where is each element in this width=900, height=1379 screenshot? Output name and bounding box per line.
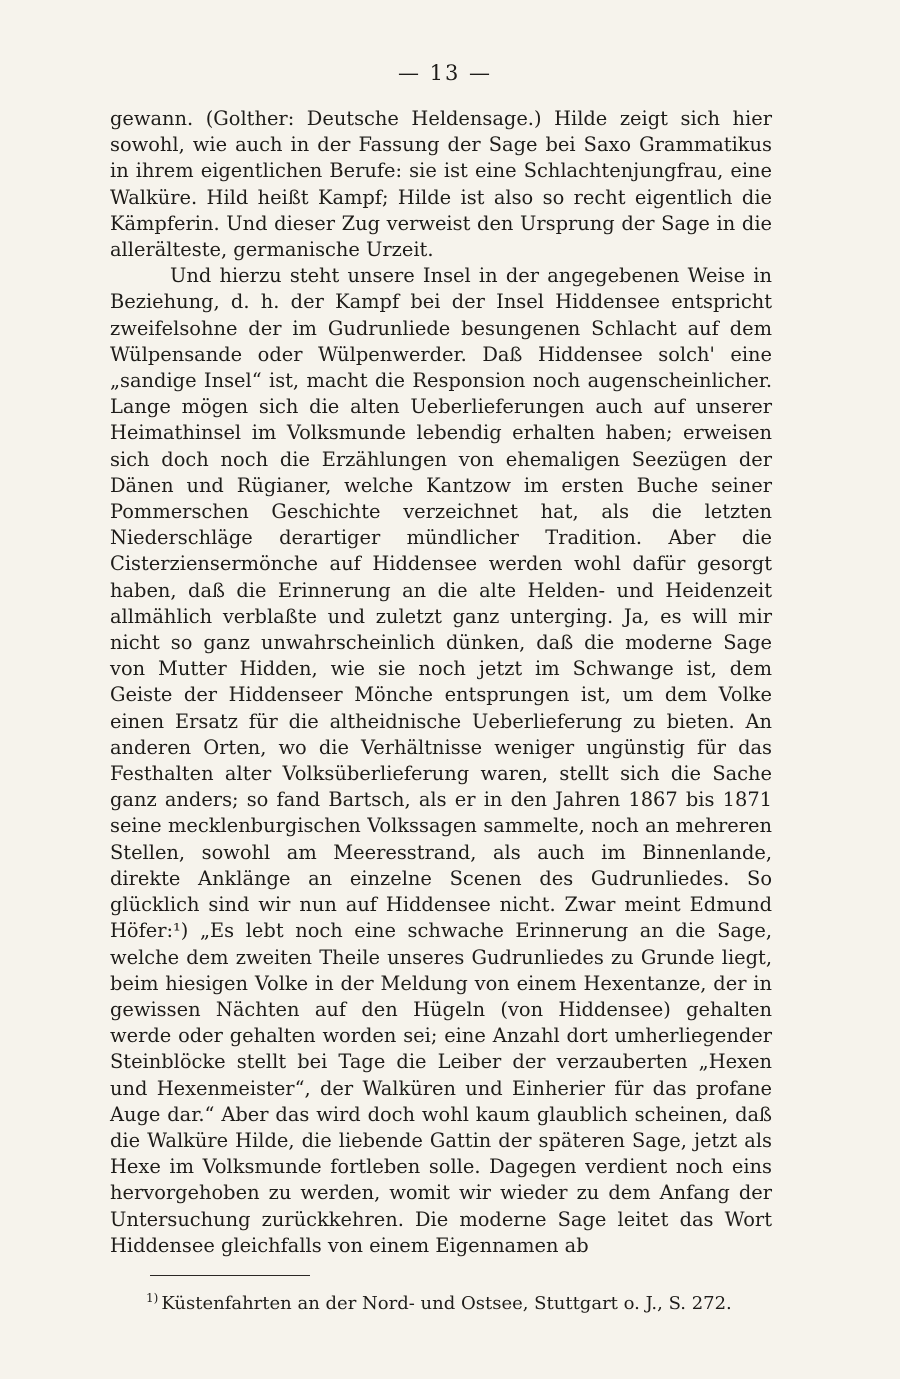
- footnote-divider: [150, 1275, 310, 1276]
- paragraph-1: gewann. (Golther: Deutsche Heldensage.) Hilde zeigt sich hier sowohl, wie auch in der Fassung der Sage bei Saxo Grammatikus in ihrem eigentlichen Berufe: sie ist eine Schlachtenjungfrau, eine Walküre. Hild heißt Kampf; Hilde ist also so recht eigentlich die Kämpferin. Und dieser Zug verweist den Ursprung der Sage in die allerälteste, germanische Urzeit.: [110, 107, 772, 262]
- body-text: [110, 106, 772, 1259]
- footnote: [110, 1286, 772, 1316]
- footnote-text: Küstenfahrten an der Nord- und Ostsee, Stuttgart o. J., S. 272.: [161, 1292, 732, 1314]
- page-number: — 13 —: [397, 61, 493, 85]
- footnote-marker: 1): [146, 1290, 159, 1305]
- paragraph-2: Und hierzu steht unsere Insel in der angegebenen Weise in Beziehung, d. h. der Kampf bei der Insel Hiddensee entspricht zweifelsohne der im Gudrunliede besungenen Schlacht auf dem Wülpensande oder Wülpenwerder. Daß Hiddensee solch' eine „sandige Insel“ ist, macht die Responsion noch augenscheinlicher. Lange mögen sich die alten Ueberlieferungen auch auf unserer Heimathinsel im Volksmunde lebendig erhalten haben; erweisen sich doch noch die Erzählungen von ehemaligen Seezügen der Dänen und Rügianer, welche Kantzow im ersten Buche seiner Pommerschen Geschichte verzeichnet hat, als die letzten Niederschläge derartiger mündlicher Tradition. Aber die Cisterziensermönche auf Hiddensee werden wohl dafür gesorgt haben, daß die Erinnerung an die alte Helden- und Heidenzeit allmählich verblaßte und zuletzt ganz unterging. Ja, es will mir nicht so ganz unwahrscheinlich dünken, daß die moderne Sage von Mutter Hidden, wie sie noch jetzt im Schwange ist, dem Geiste der Hiddenseer Mönche entsprungen ist, um dem Volke einen Ersatz für die altheidnische Ueberlieferung zu bieten. An anderen Orten, wo die Verhältnisse weniger ungünstig für das Festhalten alter Volksüberlieferung waren, stellt sich die Sache ganz anders; so fand Bartsch, als er in den Jahren 1867 bis 1871 seine mecklenburgischen Volkssagen sammelte, noch an mehreren Stellen, sowohl am Meeresstrand, als auch im Binnenlande, direkte Anklänge an einzelne Scenen des Gudrunliedes. So glücklich sind wir nun auf Hiddensee nicht. Zwar meint Edmund Höfer:¹) „Es lebt noch eine schwache Erinnerung an die Sage, welche dem zweiten Theile unseres Gudrunliedes zu Grunde liegt, beim hiesigen Volke in der Meldung von einem Hexentanze, der in gewissen Nächten auf den Hügeln (von Hiddensee) gehalten werde oder gehalten worden sei; eine Anzahl dort umherliegender Steinblöcke stellt bei Tage die Leiber der verzauberten „Hexen und Hexenmeister“, der Walküren und Einherier für das profane Auge dar.“ Aber das wird doch wohl kaum glaublich scheinen, daß die Walküre Hilde, die liebende Gattin der späteren Sage, jetzt als Hexe im Volksmunde fortleben solle. Dagegen verdient noch eins hervorgehoben zu werden, womit wir wieder zu dem Anfang der Untersuchung zurückkehren. Die moderne Sage leitet das Wort Hiddensee gleichfalls von einem Eigennamen ab: [110, 264, 772, 1257]
